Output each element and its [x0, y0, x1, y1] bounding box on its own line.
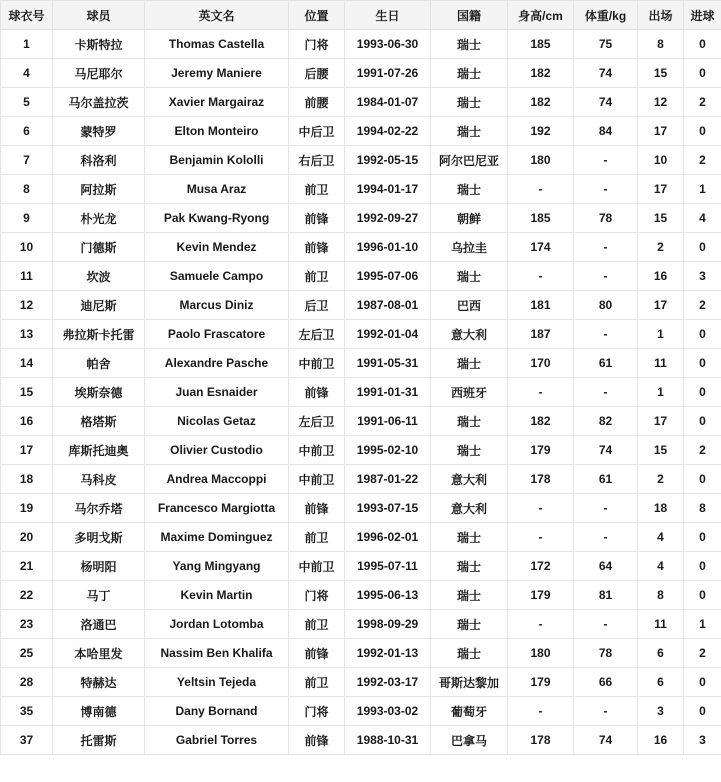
- table-cell: Musa Araz: [145, 175, 289, 204]
- table-cell: 2: [684, 146, 721, 175]
- table-cell: 37: [1, 726, 53, 755]
- table-cell: 瑞士: [431, 639, 508, 668]
- table-cell: 0: [684, 349, 721, 378]
- table-cell: -: [574, 523, 638, 552]
- table-cell: -: [574, 494, 638, 523]
- column-header-5: 生日: [345, 1, 431, 30]
- table-cell: 阿拉斯: [53, 175, 145, 204]
- table-cell: 6: [638, 639, 684, 668]
- table-cell: 19: [1, 494, 53, 523]
- table-row: [1, 204, 721, 233]
- table-cell: 10: [1, 233, 53, 262]
- table-cell: 17: [638, 175, 684, 204]
- table-cell: 本哈里发: [53, 639, 145, 668]
- table-cell: 1987-01-22: [345, 465, 431, 494]
- table-cell: Nassim Ben Khalifa: [145, 639, 289, 668]
- table-cell: 前锋: [289, 204, 345, 233]
- table-cell: 74: [574, 726, 638, 755]
- table-row: [1, 465, 721, 494]
- table-cell: 托雷斯: [53, 726, 145, 755]
- table-cell: Nicolas Getaz: [145, 407, 289, 436]
- table-cell: 4: [1, 59, 53, 88]
- table-cell: 马尔乔塔: [53, 494, 145, 523]
- table-cell: 左后卫: [289, 407, 345, 436]
- table-cell: 6: [638, 668, 684, 697]
- table-cell: 16: [638, 726, 684, 755]
- table-cell: 23: [1, 610, 53, 639]
- table-cell: 1994-02-22: [345, 117, 431, 146]
- table-cell: 82: [574, 407, 638, 436]
- table-cell: 1992-09-27: [345, 204, 431, 233]
- table-cell: 13: [1, 320, 53, 349]
- table-cell: 1996-01-10: [345, 233, 431, 262]
- table-cell: -: [508, 175, 574, 204]
- table-cell: 2: [684, 639, 721, 668]
- table-cell: 64: [574, 552, 638, 581]
- table-row: [1, 697, 721, 726]
- column-header-7: 身高/cm: [508, 1, 574, 30]
- table-row: [1, 494, 721, 523]
- table-cell: 中前卫: [289, 349, 345, 378]
- table-cell: 22: [1, 581, 53, 610]
- table-cell: 3: [638, 697, 684, 726]
- column-header-9: 出场: [638, 1, 684, 30]
- table-cell: 坎波: [53, 262, 145, 291]
- table-cell: 1992-01-13: [345, 639, 431, 668]
- table-cell: 10: [638, 146, 684, 175]
- table-cell: 1992-05-15: [345, 146, 431, 175]
- table-cell: Olivier Custodio: [145, 436, 289, 465]
- table-cell: Benjamin Kololli: [145, 146, 289, 175]
- table-cell: 1996-02-01: [345, 523, 431, 552]
- table-cell: 74: [574, 436, 638, 465]
- column-header-6: 国籍: [431, 1, 508, 30]
- table-cell: 意大利: [431, 494, 508, 523]
- table-cell: 0: [684, 30, 721, 59]
- table-cell: 瑞士: [431, 581, 508, 610]
- table-cell: 17: [638, 117, 684, 146]
- table-cell: 25: [1, 639, 53, 668]
- table-cell: -: [574, 378, 638, 407]
- table-cell: 7: [1, 146, 53, 175]
- table-cell: 1: [638, 320, 684, 349]
- table-cell: 61: [574, 465, 638, 494]
- table-cell: 84: [574, 117, 638, 146]
- table-cell: 80: [574, 291, 638, 320]
- table-cell: Pak Kwang-Ryong: [145, 204, 289, 233]
- table-cell: 马科皮: [53, 465, 145, 494]
- table-cell: -: [508, 523, 574, 552]
- table-cell: 朴光龙: [53, 204, 145, 233]
- table-cell: -: [508, 610, 574, 639]
- table-cell: 特赫达: [53, 668, 145, 697]
- table-cell: 81: [574, 581, 638, 610]
- table-cell: 11: [638, 610, 684, 639]
- table-cell: Yang Mingyang: [145, 552, 289, 581]
- table-cell: 174: [508, 233, 574, 262]
- table-cell: -: [574, 610, 638, 639]
- table-cell: 1991-05-31: [345, 349, 431, 378]
- table-cell: 0: [684, 465, 721, 494]
- table-cell: 门德斯: [53, 233, 145, 262]
- table-cell: 瑞士: [431, 30, 508, 59]
- table-cell: 帕舍: [53, 349, 145, 378]
- table-row: [1, 552, 721, 581]
- table-cell: 180: [508, 146, 574, 175]
- table-cell: 1994-01-17: [345, 175, 431, 204]
- table-row: [1, 610, 721, 639]
- table-cell: 182: [508, 407, 574, 436]
- table-cell: Andrea Maccoppi: [145, 465, 289, 494]
- table-cell: 16: [1, 407, 53, 436]
- table-row: [1, 639, 721, 668]
- table-cell: 1993-03-02: [345, 697, 431, 726]
- table-row: [1, 726, 721, 755]
- table-cell: 9: [1, 204, 53, 233]
- table-cell: 中后卫: [289, 117, 345, 146]
- table-cell: 192: [508, 117, 574, 146]
- table-row: [1, 320, 721, 349]
- table-cell: 178: [508, 726, 574, 755]
- table-cell: 1995-07-06: [345, 262, 431, 291]
- table-cell: 1995-02-10: [345, 436, 431, 465]
- table-cell: 库斯托迪奥: [53, 436, 145, 465]
- table-cell: 11: [1, 262, 53, 291]
- table-cell: 182: [508, 59, 574, 88]
- table-cell: 后腰: [289, 59, 345, 88]
- table-cell: 179: [508, 436, 574, 465]
- table-cell: 右后卫: [289, 146, 345, 175]
- table-cell: 1993-06-30: [345, 30, 431, 59]
- table-cell: 瑞士: [431, 436, 508, 465]
- table-cell: 洛通巴: [53, 610, 145, 639]
- table-cell: 66: [574, 668, 638, 697]
- table-cell: 瑞士: [431, 349, 508, 378]
- table-row: [1, 233, 721, 262]
- table-cell: 中前卫: [289, 465, 345, 494]
- table-cell: Thomas Castella: [145, 30, 289, 59]
- table-cell: 2: [684, 291, 721, 320]
- table-cell: 哥斯达黎加: [431, 668, 508, 697]
- table-cell: Francesco Margiotta: [145, 494, 289, 523]
- table-cell: 12: [1, 291, 53, 320]
- table-cell: -: [574, 262, 638, 291]
- table-cell: -: [508, 378, 574, 407]
- table-cell: 179: [508, 668, 574, 697]
- table-row: [1, 88, 721, 117]
- table-cell: 前卫: [289, 175, 345, 204]
- table-cell: 178: [508, 465, 574, 494]
- table-cell: 4: [684, 204, 721, 233]
- table-row: [1, 146, 721, 175]
- table-cell: 1991-07-26: [345, 59, 431, 88]
- table-cell: 意大利: [431, 465, 508, 494]
- table-cell: 马丁: [53, 581, 145, 610]
- table-row: [1, 523, 721, 552]
- table-cell: 蒙特罗: [53, 117, 145, 146]
- table-cell: Gabriel Torres: [145, 726, 289, 755]
- table-cell: 0: [684, 59, 721, 88]
- table-row: [1, 407, 721, 436]
- table-cell: 前卫: [289, 262, 345, 291]
- table-cell: 瑞士: [431, 552, 508, 581]
- table-cell: 1984-01-07: [345, 88, 431, 117]
- table-cell: 瑞士: [431, 610, 508, 639]
- table-cell: 门将: [289, 697, 345, 726]
- table-cell: 1993-07-15: [345, 494, 431, 523]
- table-cell: 巴西: [431, 291, 508, 320]
- table-cell: 0: [684, 668, 721, 697]
- table-cell: 78: [574, 639, 638, 668]
- table-cell: 1992-03-17: [345, 668, 431, 697]
- table-cell: 74: [574, 88, 638, 117]
- table-cell: 瑞士: [431, 175, 508, 204]
- table-cell: 0: [684, 552, 721, 581]
- table-cell: 16: [638, 262, 684, 291]
- table-cell: 埃斯奈德: [53, 378, 145, 407]
- table-cell: 1995-06-13: [345, 581, 431, 610]
- table-cell: 74: [574, 59, 638, 88]
- table-cell: 前锋: [289, 639, 345, 668]
- column-header-3: 英文名: [145, 1, 289, 30]
- table-cell: 18: [638, 494, 684, 523]
- table-row: [1, 581, 721, 610]
- table-cell: 17: [638, 291, 684, 320]
- table-cell: 12: [638, 88, 684, 117]
- table-cell: 15: [638, 204, 684, 233]
- table-cell: 0: [684, 697, 721, 726]
- table-cell: 1988-10-31: [345, 726, 431, 755]
- table-row: [1, 59, 721, 88]
- table-cell: 前腰: [289, 88, 345, 117]
- table-cell: 乌拉圭: [431, 233, 508, 262]
- table-cell: 187: [508, 320, 574, 349]
- table-cell: 1998-09-29: [345, 610, 431, 639]
- table-cell: Elton Monteiro: [145, 117, 289, 146]
- table-cell: 180: [508, 639, 574, 668]
- column-header-1: 球衣号: [1, 1, 53, 30]
- table-cell: -: [574, 320, 638, 349]
- table-cell: 前锋: [289, 378, 345, 407]
- table-cell: 1: [638, 378, 684, 407]
- table-cell: 1987-08-01: [345, 291, 431, 320]
- table-cell: Alexandre Pasche: [145, 349, 289, 378]
- table-cell: 2: [638, 465, 684, 494]
- table-cell: 2: [684, 88, 721, 117]
- table-cell: 3: [684, 262, 721, 291]
- table-cell: 0: [684, 117, 721, 146]
- column-header-8: 体重/kg: [574, 1, 638, 30]
- table-cell: 迪尼斯: [53, 291, 145, 320]
- table-cell: 前卫: [289, 610, 345, 639]
- table-cell: 前锋: [289, 726, 345, 755]
- table-cell: 182: [508, 88, 574, 117]
- table-cell: 格塔斯: [53, 407, 145, 436]
- table-cell: 78: [574, 204, 638, 233]
- table-cell: 瑞士: [431, 523, 508, 552]
- table-cell: 0: [684, 233, 721, 262]
- table-cell: -: [574, 175, 638, 204]
- table-cell: 前卫: [289, 668, 345, 697]
- table-cell: 瑞士: [431, 117, 508, 146]
- table-cell: 门将: [289, 581, 345, 610]
- table-row: [1, 175, 721, 204]
- table-cell: Marcus Diniz: [145, 291, 289, 320]
- table-cell: 4: [638, 523, 684, 552]
- table-cell: 8: [638, 30, 684, 59]
- table-cell: 瑞士: [431, 59, 508, 88]
- table-cell: 杨明阳: [53, 552, 145, 581]
- table-cell: 1991-01-31: [345, 378, 431, 407]
- table-cell: 左后卫: [289, 320, 345, 349]
- table-cell: Jeremy Maniere: [145, 59, 289, 88]
- table-cell: 4: [638, 552, 684, 581]
- table-cell: Maxime Dominguez: [145, 523, 289, 552]
- table-cell: 185: [508, 30, 574, 59]
- table-cell: 博南德: [53, 697, 145, 726]
- table-cell: 门将: [289, 30, 345, 59]
- table-cell: 0: [684, 378, 721, 407]
- table-cell: 1992-01-04: [345, 320, 431, 349]
- table-row: [1, 668, 721, 697]
- table-cell: 17: [1, 436, 53, 465]
- table-cell: -: [508, 262, 574, 291]
- table-cell: 172: [508, 552, 574, 581]
- table-cell: 17: [638, 407, 684, 436]
- table-cell: 2: [638, 233, 684, 262]
- table-cell: 中前卫: [289, 436, 345, 465]
- table-cell: 61: [574, 349, 638, 378]
- table-cell: Kevin Mendez: [145, 233, 289, 262]
- table-cell: 1: [1, 30, 53, 59]
- table-cell: 瑞士: [431, 262, 508, 291]
- table-row: [1, 349, 721, 378]
- table-cell: 多明戈斯: [53, 523, 145, 552]
- table-cell: 18: [1, 465, 53, 494]
- table-cell: 35: [1, 697, 53, 726]
- table-row: [1, 30, 721, 59]
- table-cell: 2: [684, 436, 721, 465]
- table-cell: Paolo Frascatore: [145, 320, 289, 349]
- table-cell: -: [508, 494, 574, 523]
- table-cell: 181: [508, 291, 574, 320]
- table-cell: -: [574, 146, 638, 175]
- table-cell: 瑞士: [431, 88, 508, 117]
- table-cell: Juan Esnaider: [145, 378, 289, 407]
- table-cell: 8: [1, 175, 53, 204]
- table-cell: 21: [1, 552, 53, 581]
- table-cell: 马尼耶尔: [53, 59, 145, 88]
- table-cell: 20: [1, 523, 53, 552]
- table-cell: 中前卫: [289, 552, 345, 581]
- table-cell: 0: [684, 320, 721, 349]
- column-header-10: 进球: [684, 1, 721, 30]
- table-row: [1, 291, 721, 320]
- table-cell: 马尔盖拉茨: [53, 88, 145, 117]
- table-cell: 科洛利: [53, 146, 145, 175]
- table-cell: 朝鲜: [431, 204, 508, 233]
- table-cell: 葡萄牙: [431, 697, 508, 726]
- table-cell: 185: [508, 204, 574, 233]
- table-cell: 0: [684, 523, 721, 552]
- table-cell: 后卫: [289, 291, 345, 320]
- table-cell: 1: [684, 175, 721, 204]
- table-cell: 8: [638, 581, 684, 610]
- table-cell: Dany Bornand: [145, 697, 289, 726]
- table-row: [1, 436, 721, 465]
- table-cell: Samuele Campo: [145, 262, 289, 291]
- table-cell: -: [508, 697, 574, 726]
- table-cell: 1: [684, 610, 721, 639]
- table-cell: 弗拉斯卡托雷: [53, 320, 145, 349]
- table-cell: 西班牙: [431, 378, 508, 407]
- table-cell: 170: [508, 349, 574, 378]
- table-cell: 前卫: [289, 523, 345, 552]
- table-cell: 75: [574, 30, 638, 59]
- column-header-4: 位置: [289, 1, 345, 30]
- table-cell: 阿尔巴尼亚: [431, 146, 508, 175]
- table-cell: 11: [638, 349, 684, 378]
- table-row: [1, 117, 721, 146]
- table-cell: Yeltsin Tejeda: [145, 668, 289, 697]
- table-cell: 28: [1, 668, 53, 697]
- table-cell: 前锋: [289, 233, 345, 262]
- table-cell: 3: [684, 726, 721, 755]
- table-header-row: [1, 1, 721, 30]
- table-cell: 巴拿马: [431, 726, 508, 755]
- table-cell: 6: [1, 117, 53, 146]
- table-body: [1, 30, 721, 755]
- table-cell: 14: [1, 349, 53, 378]
- table-cell: -: [574, 697, 638, 726]
- table-row: [1, 378, 721, 407]
- table-cell: 15: [638, 59, 684, 88]
- column-header-2: 球员: [53, 1, 145, 30]
- table-row: [1, 262, 721, 291]
- table-cell: 1991-06-11: [345, 407, 431, 436]
- table-cell: Kevin Martin: [145, 581, 289, 610]
- table-cell: 0: [684, 581, 721, 610]
- table-cell: 15: [1, 378, 53, 407]
- table-cell: 意大利: [431, 320, 508, 349]
- table-cell: 5: [1, 88, 53, 117]
- table-cell: 8: [684, 494, 721, 523]
- table-cell: 卡斯特拉: [53, 30, 145, 59]
- table-cell: Xavier Margairaz: [145, 88, 289, 117]
- table-cell: -: [574, 233, 638, 262]
- table-cell: 前锋: [289, 494, 345, 523]
- table-cell: 179: [508, 581, 574, 610]
- table-cell: 15: [638, 436, 684, 465]
- table-cell: 0: [684, 407, 721, 436]
- table-cell: 瑞士: [431, 407, 508, 436]
- table-cell: 1995-07-11: [345, 552, 431, 581]
- table-cell: Jordan Lotomba: [145, 610, 289, 639]
